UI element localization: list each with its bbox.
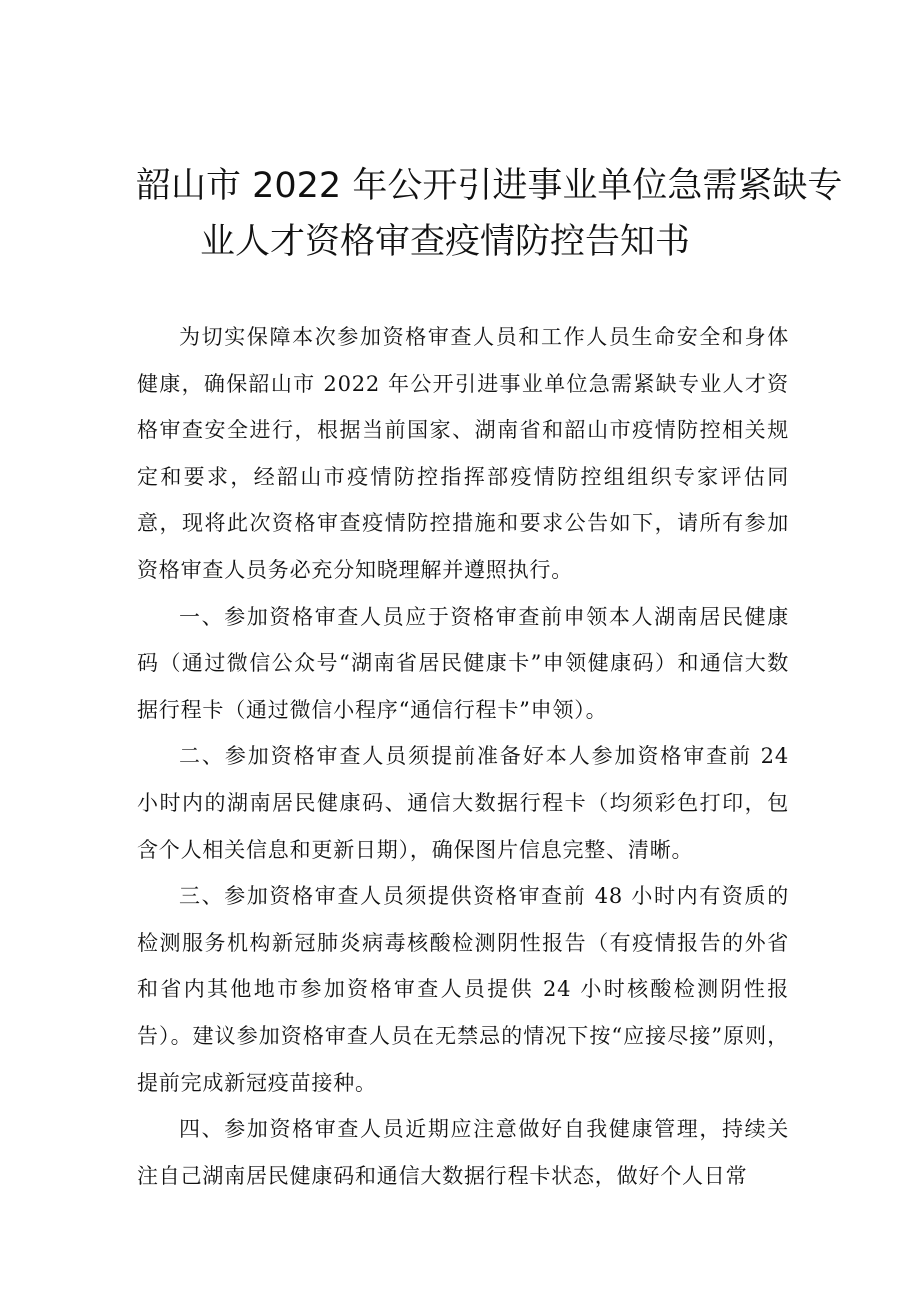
- document-title-line-2: 业人才资格审查疫情防控告知书: [200, 222, 691, 262]
- document-title: [120, 158, 843, 270]
- item-2-paragraph: 二、参加资格审查人员须提前准备好本人参加资格审查前 24 小时内的湖南居民健康码、通信大数据行程卡（均须彩色打印，包含个人相关信息和更新日期），确保图片信息完整、清晰。: [137, 744, 789, 862]
- document-body: [137, 314, 789, 1199]
- document-title-line-1: 韶山市 2022 年公开引进事业单位急需紧缺专: [136, 166, 843, 206]
- intro-paragraph: 为切实保障本次参加资格审查人员和工作人员生命安全和身体健康，确保韶山市 2022 年公开引进事业单位急需紧缺专业人才资格审查安全进行，根据当前国家、湖南省和韶山市疫情防控相关规定和要求，经韶山市疫情防控指挥部疫情防控组组织专家评估同意，现将此次资格审查疫情防控措施和要求公告如下，请所有参加资格审查人员务必充分知晓理解并遵照执行。: [137, 325, 789, 582]
- item-4-paragraph: 四、参加资格审查人员近期应注意做好自我健康管理，持续关注自己湖南居民健康码和通信大数据行程卡状态，做好个人日常: [137, 1117, 789, 1188]
- item-3-paragraph: 三、参加资格审查人员须提供资格审查前 48 小时内有资质的检测服务机构新冠肺炎病毒核酸检测阴性报告（有疫情报告的外省和省内其他地市参加资格审查人员提供 24 小时核酸检测阴性报告）。建议参加资格审查人员在无禁忌的情况下按“应接尽接”原则，提前完成新冠疫苗接种。: [137, 884, 789, 1095]
- item-1-paragraph: 一、参加资格审查人员应于资格审查前申领本人湖南居民健康码（通过微信公众号“湖南省居民健康卡”申领健康码）和通信大数据行程卡（通过微信小程序“通信行程卡”申领）。: [137, 604, 789, 722]
